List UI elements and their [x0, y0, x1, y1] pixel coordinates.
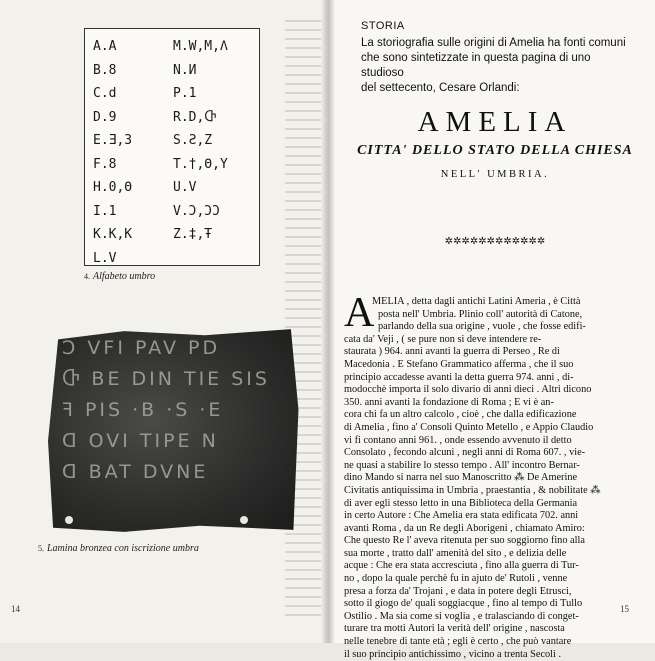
body-line: acque : Che era stata accresciuta , fino alla guerra di Tur- — [344, 560, 579, 572]
inscription-line: ᗡ OVI TIPE N — [62, 430, 219, 452]
figure4-number: 4. — [84, 272, 90, 281]
body-line: MELIA , detta dagli antichi Latini Ameria , è Città — [372, 296, 581, 307]
section-heading: STORIA — [361, 20, 405, 32]
body-line: posta nell' Umbria. Plinio coll' autorità di Catone, — [378, 308, 583, 320]
page-number-right: 15 — [620, 604, 629, 614]
body-line: Macedonia . E Stefano Grammatico afferma , che il suo — [344, 358, 574, 370]
page-number-left: 14 — [11, 604, 20, 614]
inscription-line: Ⴇ BE DIN TIE SIS — [62, 368, 270, 390]
ornament-stars: ✲✲✲✲✲✲✲✲✲✲✲✲ — [444, 236, 546, 247]
body-line: cata da' Veji , ( se pure non si deve intendere re- — [344, 333, 542, 345]
facsimile-title: AMELIA — [417, 106, 573, 138]
alphabet-entry: A.A — [93, 39, 117, 54]
body-line: il suo principio antichissimo , vicino a trenta Secoli . — [344, 648, 562, 660]
figure4-caption — [84, 271, 155, 282]
intro-line: del settecento, Cesare Orlandi: — [361, 82, 520, 94]
body-line: turare tra motti Autori la verità dell' origine , nascosta — [344, 623, 565, 635]
body-line: vi fi contano anni 961. , onde essendo avvenuto il detto — [344, 434, 572, 446]
body-line: Civitatis antiquissima in Umbria , praestantia , & nobilitate ⁂ — [344, 484, 601, 496]
plate-inscription — [62, 333, 290, 488]
body-line: modocchè importa il solo divario di anni dieci . Altri dicono — [344, 384, 592, 396]
body-line: staurata ) 964. anni avanti la guerra di Perseo , Re di — [344, 346, 560, 358]
body-line: Che questo Re l' aveva ritenuta per suo soggiorno fino alla — [344, 535, 585, 547]
body-line: nelle tenebre di tante età ; egli è certo , che può vantare — [344, 636, 572, 648]
body-line: cora chi fa un altro calcolo , cioè , che dalla edificazione — [344, 409, 577, 421]
figure4-caption-text: Alfabeto umbro — [93, 271, 156, 282]
body-line: Ostilio . Ma sia come si voglia , e tralasciando di conget- — [344, 610, 579, 622]
intro-line: che sono sintetizzate in questa pagina di uno studioso — [361, 52, 591, 79]
figure5-caption-text: Lamina bronzea con iscrizione umbra — [47, 543, 199, 554]
body-line: sua morte , tratto dall' amenità del sito , e delizia delle — [344, 547, 567, 559]
plate-rivet-hole — [65, 516, 73, 524]
body-line: avanti Roma , da un Re degli Aborigeni , chiamato Amiro: — [344, 522, 585, 534]
figure5-caption — [38, 543, 199, 554]
plate-rivet-hole — [240, 516, 248, 524]
body-line: in certo Autore : Che Amelia era stata edificata 702. anni — [344, 510, 579, 522]
body-line: Consolato , fecondo alcuni , negli anni di Roma 607. , vie- — [344, 447, 586, 459]
alphabet-entry: H.0,Θ — [93, 180, 133, 195]
alphabet-entry: C.d — [93, 86, 117, 101]
intro-paragraph — [361, 36, 633, 96]
alphabet-entry: S.Ƨ,Z — [173, 133, 213, 148]
alphabet-entry: Z.‡,Ŧ — [173, 227, 213, 242]
bronze-plate-image — [48, 327, 301, 534]
body-line: dino Mando si narra nel suo Manoscritto ⁂ De Amerine — [344, 472, 578, 484]
facsimile-subtitle: CITTA' DELLO STATO DELLA CHIESA — [357, 143, 633, 158]
alphabet-entry: V.Ɔ,ƆƆ — [173, 203, 220, 219]
body-line: 350. anni avanti la fondazione di Roma ; E vi è an- — [344, 396, 554, 408]
body-line: sotto il giogo de' quali soggiacque , fino al tempo di Tullo — [344, 598, 583, 610]
alphabet-entry: T.†,Θ,Y — [173, 156, 228, 172]
alphabet-right-column — [173, 35, 228, 247]
alphabet-entry: R.D,Ⴇ — [173, 109, 217, 125]
facsimile-body-text — [344, 296, 631, 661]
body-line: di Amelia , fino a' Consoli Quinto Metello , e Appio Claudio — [344, 421, 594, 433]
body-line: parlando della sua origine , vuole , che fosse edifi- — [378, 321, 586, 333]
alphabet-entry: D.9 — [93, 109, 117, 125]
body-line: principio accadesse avanti la detta guerra 974. anni , di- — [344, 371, 574, 383]
alphabet-entry: K.K,K — [93, 227, 133, 242]
left-page — [0, 0, 327, 643]
umbrian-alphabet-table — [84, 28, 260, 266]
body-line: ne quasi a stabilire lo stesso tempo . All' incontro Bernar- — [344, 459, 580, 471]
alphabet-entry: N.И — [173, 62, 197, 78]
alphabet-entry: F.8 — [93, 156, 117, 172]
alphabet-left-column — [93, 35, 132, 270]
drop-cap: A — [344, 290, 375, 336]
alphabet-entry: I.1 — [93, 203, 117, 219]
alphabet-entry: L.V — [93, 250, 117, 266]
inscription-line: Ɔ VFI PAV PD — [62, 337, 221, 359]
alphabet-entry: U.V — [173, 180, 197, 195]
figure5-number: 5. — [38, 544, 44, 553]
inscription-line: ᗡ BAT DVNE — [62, 461, 209, 483]
alphabet-entry: P.1 — [173, 86, 197, 101]
body-line: presa a forza da' Trojani , e data in potere degli Etrusci, — [344, 585, 572, 597]
alphabet-entry: E.Ǝ,3 — [93, 133, 133, 148]
body-line: no , dopo la quale perchè fu in ajuto de' Rutoli , venne — [344, 573, 568, 585]
facsimile-place: NELL' UMBRIA. — [440, 169, 550, 180]
book-gutter — [321, 0, 335, 643]
intro-line: La storiografia sulle origini di Amelia ha fonti comuni — [361, 37, 626, 49]
body-line: di aver egli stesso letto in una Biblioteca della Germania — [344, 497, 578, 509]
inscription-line: ꟻ PIS ·B ·S ·E — [62, 399, 224, 421]
alphabet-entry: M.W,M,Λ — [173, 39, 228, 54]
alphabet-entry: B.8 — [93, 62, 117, 78]
